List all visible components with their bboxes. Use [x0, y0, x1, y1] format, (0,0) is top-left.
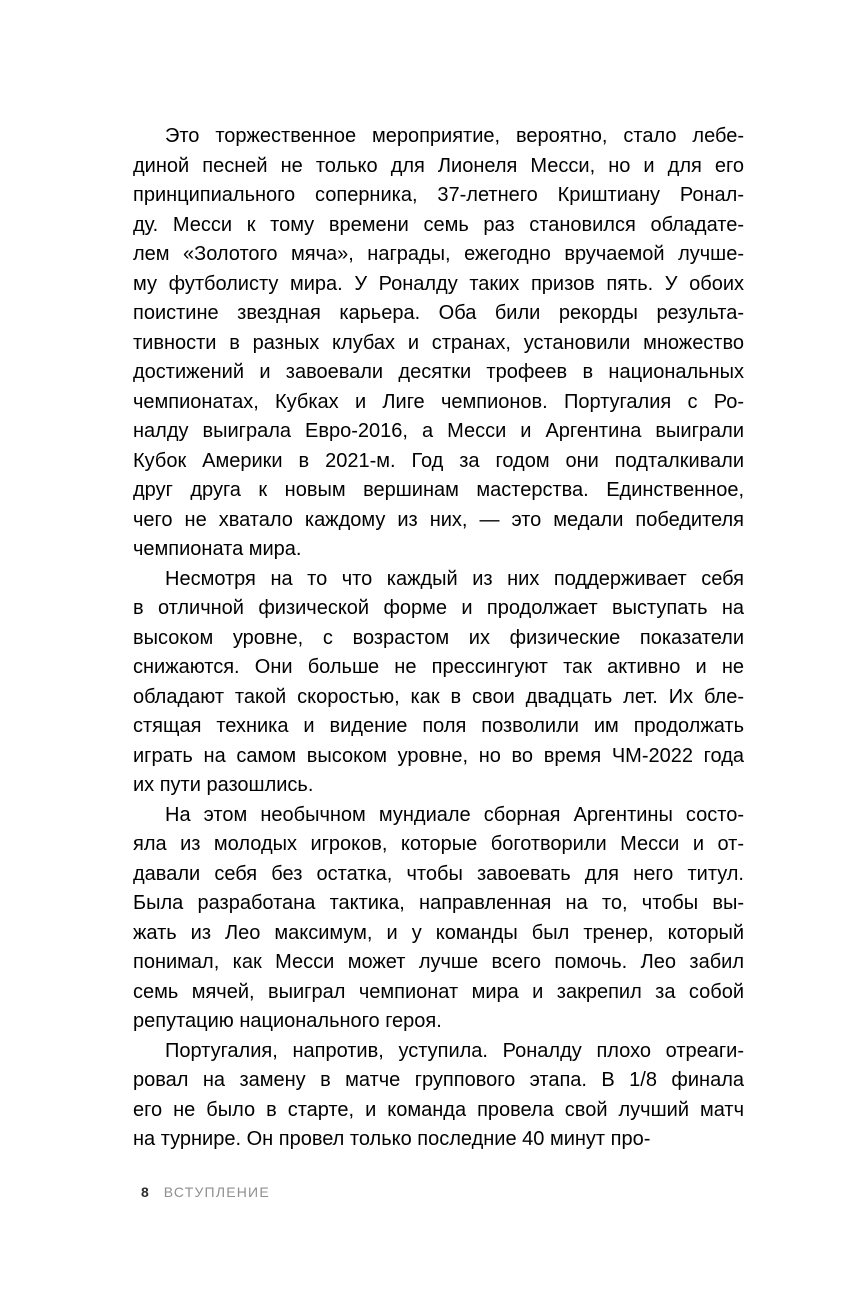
text-line: На этом необычном мундиале сборная Аргентины состо-	[165, 803, 744, 826]
text-line: в отличной физической форме и продолжает выступать на	[133, 597, 744, 619]
page-footer	[141, 1184, 270, 1200]
text-line: яла из молодых игроков, которые боготворили Месси и от-	[133, 833, 744, 855]
text-line: Это торжественное мероприятие, вероятно, стало лебе-	[165, 125, 744, 147]
text-line: их пути разошлись.	[133, 774, 314, 796]
text-line: на турнире. Он провел только последние 40 минут про-	[133, 1128, 651, 1150]
text-block	[133, 122, 744, 1155]
text-line: семь мячей, выиграл чемпионат мира и закрепил за собой	[133, 980, 744, 1003]
text-line: Португалия, напротив, уступила. Роналду плохо отреаги-	[165, 1039, 744, 1062]
text-line: Кубок Америки в 2021-м. Год за годом они подталкивали	[133, 449, 744, 472]
text-line: тивности в разных клубах и странах, установили множество	[133, 331, 744, 354]
paragraph	[133, 565, 744, 801]
text-line: чемпионатах, Кубках и Лиге чемпионов. Португалия с Ро-	[133, 390, 744, 413]
text-line: налду выиграла Евро-2016, а Месси и Аргентина выиграли	[133, 420, 744, 442]
text-line: друг друга к новым вершинам мастерства. Единственное,	[133, 479, 744, 501]
text-line: диной песней не только для Лионеля Месси, но и для его	[133, 154, 744, 177]
paragraph	[133, 801, 744, 1037]
text-line: чего не хватало каждому из них, — это медали победителя	[133, 508, 744, 531]
text-line: принципиального соперника, 37-летнего Криштиану Ронал-	[133, 184, 744, 206]
text-line: обладают такой скоростью, как в свои двадцать лет. Их бле-	[133, 685, 744, 708]
paragraph	[133, 122, 744, 565]
text-line: высоком уровне, с возрастом их физические показатели	[133, 626, 744, 649]
text-line: Была разработана тактика, направленная на то, чтобы вы-	[133, 892, 744, 914]
text-line: достижений и завоевали десятки трофеев в национальных	[133, 361, 744, 383]
text-line: жать из Лео максимум, и у команды был тренер, который	[133, 921, 744, 944]
page-number: 8	[141, 1184, 149, 1200]
text-line: стящая техника и видение поля позволили им продолжать	[133, 715, 744, 737]
text-line: его не было в старте, и команда провела свой лучший матч	[133, 1098, 744, 1121]
text-line: Несмотря на то что каждый из них поддерживает себя	[165, 567, 744, 590]
text-line: чемпионата мира.	[133, 538, 302, 560]
text-line: ду. Месси к тому времени семь раз становился обладате-	[133, 213, 744, 236]
text-line: снижаются. Они больше не прессингуют так активно и не	[133, 656, 744, 678]
text-line: поистине звездная карьера. Оба били рекорды результа-	[133, 302, 744, 324]
running-title: ВСТУПЛЕНИЕ	[163, 1184, 270, 1200]
paragraph	[133, 1037, 744, 1155]
text-line: му футболисту мира. У Роналду таких призов пять. У обоих	[133, 272, 744, 295]
text-line: понимал, как Месси может лучше всего помочь. Лео забил	[133, 951, 744, 973]
text-line: ровал на замену в матче группового этапа. В 1/8 финала	[133, 1069, 744, 1091]
text-line: давали себя без остатка, чтобы завоевать для него титул.	[133, 862, 744, 885]
text-line: играть на самом высоком уровне, но во время ЧМ-2022 года	[133, 744, 744, 767]
text-line: лем «Золотого мяча», награды, ежегодно вручаемой лучше-	[133, 243, 744, 265]
text-line: репутацию национального героя.	[133, 1010, 442, 1032]
